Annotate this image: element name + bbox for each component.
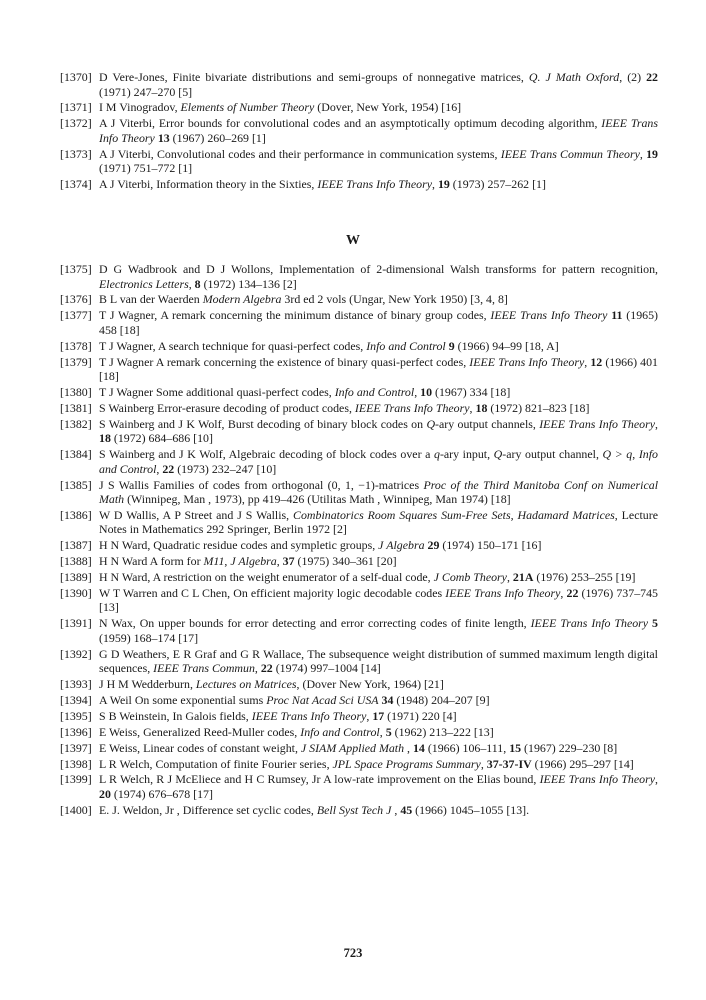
- reference-text: 22: [260, 661, 273, 676]
- reference-text: I M Vinogradov,: [99, 100, 181, 115]
- reference-text: 29: [427, 538, 440, 553]
- reference-text: D Vere-Jones, Finite bivariate distributions and semi-groups of nonnegative matrices,: [99, 70, 529, 84]
- reference-text: 9: [448, 338, 455, 353]
- reference-number: [1371]: [60, 100, 92, 115]
- reference-entry: [60, 116, 658, 145]
- reference-text: J SIAM Applied Math: [300, 740, 405, 755]
- reference-text: T J Wagner, A remark concerning the minimum distance of binary group codes,: [99, 308, 491, 323]
- reference-number: [1376]: [60, 292, 92, 307]
- reference-text: ,: [254, 661, 261, 676]
- reference-number: [1382]: [60, 416, 92, 431]
- reference-number: [1385]: [60, 477, 92, 492]
- reference-text: L R Welch, Computation of finite Fourier series,: [99, 756, 333, 771]
- reference-entry: [60, 772, 658, 801]
- reference-number: [1379]: [60, 354, 92, 369]
- reference-entry: [60, 757, 658, 772]
- reference-text: J Algebra: [230, 554, 277, 569]
- reference-text: 45: [400, 802, 413, 817]
- reference-text: (1971) 220 [4]: [384, 708, 457, 723]
- reference-number: [1378]: [60, 338, 92, 353]
- reference-text: 14: [412, 740, 425, 755]
- reference-entry: [60, 709, 658, 724]
- reference-entry: [60, 538, 658, 553]
- reference-text: A J Viterbi, Information theory in the Sixties,: [99, 177, 318, 192]
- reference-text: (1971) 247–270 [5]: [99, 84, 193, 99]
- reference-entry: [60, 554, 658, 569]
- reference-number: [1387]: [60, 538, 92, 553]
- reference-text: 21A: [512, 570, 534, 585]
- reference-text: 37: [282, 554, 295, 569]
- reference-text: T J Wagner A remark concerning the existence of binary quasi-perfect codes,: [99, 354, 470, 369]
- reference-text: A Weil On some exponential sums: [99, 693, 267, 708]
- reference-text: 12: [590, 354, 603, 369]
- reference-text: Info and Control: [99, 447, 658, 476]
- reference-text: ,: [560, 585, 567, 600]
- reference-number: [1390]: [60, 585, 92, 600]
- reference-text: H N Ward, A restriction on the weight enumerator of a self-dual code,: [99, 570, 434, 585]
- reference-text: (1967) 229–230 [8]: [521, 740, 618, 755]
- reference-entry: [60, 147, 658, 176]
- reference-entry: [60, 177, 658, 192]
- reference-number: [1373]: [60, 146, 92, 161]
- reference-text: T J Wagner Some additional quasi-perfect codes,: [99, 384, 335, 399]
- reference-text: (1973) 232–247 [10]: [174, 461, 277, 476]
- reference-text: (1972) 821–823 [18]: [487, 400, 590, 415]
- reference-number: [1372]: [60, 116, 92, 131]
- reference-text: G D Weathers, E R Graf and G R Wallace, The subsequence weight distribution of summed maximum length digital sequences,: [99, 646, 658, 676]
- reference-text: A J Viterbi, Convolutional codes and their performance in communication systems,: [99, 146, 501, 161]
- reference-text: Info and Control: [334, 384, 415, 399]
- reference-entry: [60, 741, 658, 756]
- reference-text: Modern Algebra: [202, 292, 282, 307]
- reference-text: ,: [506, 570, 513, 585]
- reference-text: Q > q: [602, 447, 633, 462]
- reference-number: [1394]: [60, 693, 92, 708]
- reference-text: Bell Syst Tech J: [316, 802, 392, 817]
- reference-text: S Wainberg Error-erasure decoding of product codes,: [99, 400, 355, 415]
- reference-text: (1967) 260–269 [1]: [169, 130, 266, 145]
- reference-text: Q: [426, 416, 436, 431]
- reference-text: T J Wagner, A search technique for quasi-perfect codes,: [99, 338, 367, 353]
- reference-text: Lectures on Matrices: [195, 677, 297, 692]
- reference-text: 22: [566, 585, 579, 600]
- reference-number: [1393]: [60, 677, 92, 692]
- reference-text: IEEE Trans Info Theory: [317, 177, 432, 192]
- reference-entry: [60, 508, 658, 537]
- reference-text: (1973) 257–262 [1]: [449, 177, 546, 192]
- reference-entry: [60, 339, 658, 354]
- reference-number: [1377]: [60, 308, 92, 323]
- reference-text: ,: [431, 177, 438, 192]
- reference-entry: [60, 262, 658, 291]
- reference-text: -ary output channels,: [435, 416, 540, 431]
- reference-text: Electronics Letters: [99, 276, 189, 291]
- reference-text: S Wainberg and J K Wolf, Burst decoding of binary block codes on: [99, 416, 427, 431]
- reference-number: [1386]: [60, 507, 92, 522]
- reference-text: IEEE Trans Info Theory: [445, 585, 561, 600]
- reference-number: [1374]: [60, 177, 92, 192]
- reference-text: (1948) 204–207 [9]: [393, 693, 490, 708]
- reference-text: Proc Nat Acad Sci USA: [266, 693, 379, 708]
- reference-text: L R Welch, R J McEliece and H C Rumsey, Jr A low-rate improvement on the Elias bound,: [99, 772, 540, 787]
- reference-text: (1971) 751–772 [1]: [99, 161, 193, 176]
- reference-text: Proc of the Third Manitoba Conf on Numerical Math: [99, 477, 658, 507]
- reference-text: Combinatorics Room Squares Sum-Free Sets, Hadamard Matrices: [293, 507, 615, 522]
- reference-number: [1392]: [60, 646, 92, 661]
- reference-text: (1966) 106–111,: [424, 740, 510, 755]
- reference-text: ,: [366, 708, 373, 723]
- reference-list-w: [60, 262, 658, 819]
- reference-text: J S Wallis Families of codes from orthogonal (0, 1, −1)-matrices: [99, 477, 424, 492]
- reference-text: (1959) 168–174 [17]: [99, 630, 199, 645]
- reference-text: 19: [646, 146, 658, 161]
- reference-number: [1395]: [60, 708, 92, 723]
- reference-number: [1391]: [60, 616, 92, 631]
- reference-text: Elements of Number Theory: [180, 100, 315, 115]
- reference-text: ,: [632, 447, 639, 462]
- reference-number: [1400]: [60, 802, 92, 817]
- reference-text: (1972) 684–686 [10]: [110, 431, 213, 446]
- reference-list-v: [60, 70, 658, 193]
- reference-text: E Weiss, Linear codes of constant weight,: [99, 740, 301, 755]
- reference-entry: [60, 385, 658, 400]
- reference-number: [1384]: [60, 447, 92, 462]
- reference-entry: [60, 677, 658, 692]
- reference-text: H N Ward A form for: [99, 554, 204, 569]
- reference-text: ,: [639, 146, 647, 161]
- reference-text: Q: [493, 447, 503, 462]
- reference-text: Info and Control: [366, 338, 446, 353]
- reference-number: [1399]: [60, 772, 92, 787]
- reference-text: 18: [99, 431, 111, 446]
- reference-text: J Comb Theory: [433, 570, 507, 585]
- reference-text: J Algebra: [378, 538, 425, 553]
- reference-text: H N Ward, Quadratic residue codes and sympletic groups,: [99, 538, 379, 553]
- reference-text: ,: [584, 354, 591, 369]
- reference-text: ,: [379, 724, 386, 739]
- reference-text: 22: [646, 70, 658, 84]
- reference-text: (Winnipeg, Man , 1973), pp 419–426 (Utilitas Math , Winnipeg, Man 1974) [18]: [124, 492, 511, 507]
- reference-text: -ary output channel,: [502, 447, 603, 462]
- section-heading: W: [346, 233, 360, 248]
- reference-text: 10: [420, 384, 433, 399]
- reference-number: [1389]: [60, 570, 92, 585]
- reference-text: E. J. Weldon, Jr , Difference set cyclic codes,: [99, 802, 317, 817]
- reference-text: (1975) 340–361 [20]: [294, 554, 397, 569]
- reference-text: (1976) 253–255 [19]: [533, 570, 636, 585]
- reference-text: Q. J Math Oxford: [528, 70, 620, 84]
- reference-text: 5: [652, 616, 658, 631]
- reference-text: ,: [414, 384, 421, 399]
- reference-text: , (Dover New York, 1964) [21]: [296, 677, 444, 692]
- reference-entry: [60, 447, 658, 476]
- reference-text: IEEE Trans Info Theory: [354, 400, 470, 415]
- reference-text: S Wainberg and J K Wolf, Algebraic decoding of block codes over a: [99, 447, 434, 462]
- reference-number: [1398]: [60, 756, 92, 771]
- reference-text: W T Warren and C L Chen, On efficient majority logic decodable codes: [99, 585, 446, 600]
- reference-entry: [60, 478, 658, 507]
- reference-entry: [60, 570, 658, 585]
- reference-text: ,: [655, 416, 658, 431]
- reference-text: Info and Control: [300, 724, 380, 739]
- reference-number: [1396]: [60, 724, 92, 739]
- reference-text: (1974) 997–1004 [14]: [272, 661, 381, 676]
- reference-entry: [60, 803, 658, 818]
- reference-text: M11: [203, 554, 225, 569]
- reference-text: IEEE Trans Info Theory: [99, 116, 658, 145]
- reference-text: IEEE Trans Commun Theory: [500, 146, 640, 161]
- reference-text: (1966) 1045–1055 [13].: [412, 802, 530, 817]
- reference-text: , (2): [619, 70, 647, 84]
- reference-text: -ary input,: [439, 447, 494, 462]
- reference-entry: [60, 586, 658, 615]
- reference-entry: [60, 70, 658, 99]
- reference-text: E Weiss, Generalized Reed-Muller codes,: [99, 724, 301, 739]
- reference-text: , Lecture Notes in Mathematics 292 Springer, Berlin 1972 [2]: [99, 507, 658, 537]
- reference-text: 13: [157, 130, 170, 145]
- reference-text: ,: [469, 400, 476, 415]
- reference-text: W D Wallis, A P Street and J S Wallis,: [99, 507, 294, 522]
- reference-text: 11: [611, 308, 623, 323]
- reference-entry: [60, 401, 658, 416]
- reference-text: 5: [385, 724, 392, 739]
- reference-text: IEEE Trans Info Theory: [539, 416, 655, 431]
- reference-text: 37-37-IV: [486, 756, 532, 771]
- reference-text: J H M Wedderburn,: [99, 677, 196, 692]
- reference-text: (1966) 401 [18]: [99, 354, 658, 384]
- reference-text: (1962) 213–222 [13]: [391, 724, 494, 739]
- reference-text: (1965) 458 [18]: [99, 308, 658, 337]
- reference-entry: [60, 100, 658, 115]
- reference-text: (1967) 334 [18]: [432, 384, 511, 399]
- reference-text: 15: [509, 740, 522, 755]
- reference-text: (1976) 737–745 [13]: [99, 585, 658, 615]
- reference-text: IEEE Trans Info Theory: [469, 354, 585, 369]
- reference-text: 17: [372, 708, 385, 723]
- reference-entry: [60, 308, 658, 337]
- reference-text: 34: [381, 693, 394, 708]
- reference-entry: [60, 616, 658, 645]
- reference-text: ,: [156, 461, 163, 476]
- reference-text: IEEE Trans Info Theory: [490, 308, 608, 323]
- reference-text: JPL Space Programs Summary: [332, 756, 481, 771]
- reference-text: ,: [188, 276, 195, 291]
- reference-text: 3rd ed 2 vols (Ungar, New York 1950) [3, 4, 8]: [281, 292, 508, 307]
- reference-text: 20: [99, 786, 111, 801]
- reference-entry: [60, 417, 658, 446]
- reference-text: ,: [404, 740, 413, 755]
- reference-text: (1974) 150–171 [16]: [439, 538, 542, 553]
- reference-text: q: [433, 447, 440, 462]
- reference-entry: [60, 292, 658, 307]
- reference-text: N Wax, On upper bounds for error detecting and error correcting codes of finite length,: [99, 616, 531, 631]
- reference-text: ,: [276, 554, 283, 569]
- reference-text: IEEE Trans Info Theory: [539, 772, 655, 787]
- reference-text: (Dover, New York, 1954) [16]: [314, 100, 462, 115]
- reference-entry: [60, 693, 658, 708]
- reference-text: IEEE Trans Commun: [153, 661, 255, 676]
- reference-entry: [60, 647, 658, 676]
- reference-entry: [60, 355, 658, 384]
- reference-number: [1381]: [60, 400, 92, 415]
- reference-number: [1388]: [60, 554, 92, 569]
- reference-text: (1966) 94–99 [18, A]: [454, 338, 559, 353]
- reference-text: ,: [655, 772, 658, 787]
- page-number: 723: [343, 946, 363, 960]
- reference-text: IEEE Trans Info Theory: [251, 708, 367, 723]
- reference-text: IEEE Trans Info Theory: [530, 616, 649, 631]
- reference-text: 19: [437, 177, 450, 192]
- reference-text: ,: [480, 756, 487, 771]
- reference-text: 18: [475, 400, 488, 415]
- reference-number: [1380]: [60, 384, 92, 399]
- reference-number: [1375]: [60, 262, 92, 276]
- reference-text: D G Wadbrook and D J Wollons, Implementation of 2-dimensional Walsh transforms for pattern recognition,: [99, 262, 658, 276]
- reference-text: A J Viterbi, Error bounds for convolutional codes and an asymptotically optimum decoding algorithm,: [99, 116, 602, 131]
- reference-text: ,: [391, 802, 401, 817]
- reference-text: ,: [224, 554, 231, 569]
- reference-text: (1972) 134–136 [2]: [200, 276, 297, 291]
- reference-text: 22: [162, 461, 175, 476]
- reference-text: (1966) 295–297 [14]: [531, 756, 634, 771]
- reference-text: S B Weinstein, In Galois fields,: [99, 708, 252, 723]
- reference-number: [1397]: [60, 740, 92, 755]
- reference-number: [1370]: [60, 70, 92, 84]
- reference-text: (1974) 676–678 [17]: [110, 786, 213, 801]
- reference-text: 8: [194, 276, 201, 291]
- reference-entry: [60, 725, 658, 740]
- reference-text: B L van der Waerden: [99, 292, 203, 307]
